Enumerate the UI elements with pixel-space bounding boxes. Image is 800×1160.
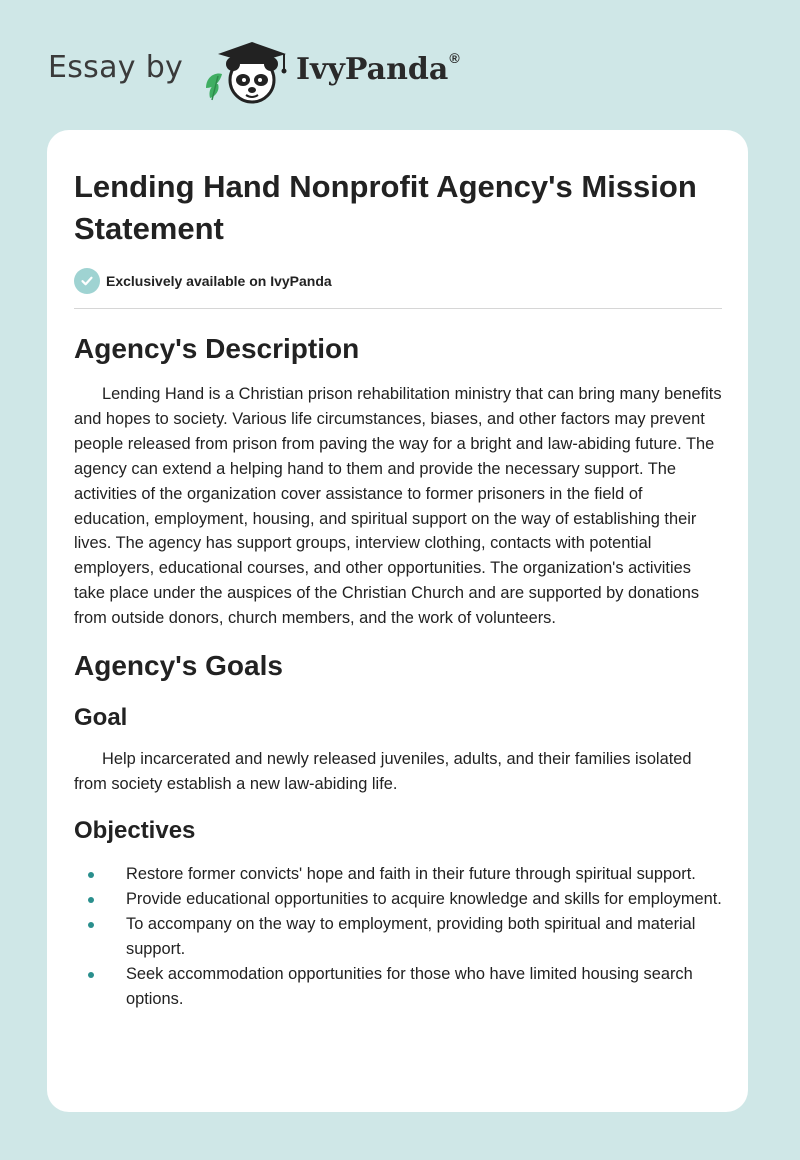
brand-prefix: Essay by — [48, 50, 184, 85]
goal-heading: Goal — [74, 704, 128, 732]
brand-name[interactable]: IvyPanda® — [296, 50, 460, 87]
section-heading-description: Agency's Description — [74, 333, 360, 364]
goal-paragraph: Help incarcerated and newly released juveniles, adults, and their families isolated from society establish a new law-abiding life. — [74, 750, 692, 793]
objectives-list — [74, 862, 722, 1012]
exclusive-label: Exclusively available on IvyPanda — [106, 273, 332, 289]
page-title: Lending Hand Nonprofit Agency's Mission Statement — [74, 169, 697, 246]
list-item: Seek accommodation opportunities for those who have limited housing search options. — [74, 962, 722, 1012]
divider — [74, 308, 722, 309]
description-paragraph: Lending Hand is a Christian prison rehabilitation ministry that can bring many benefits and hopes to society. Various life circumstances, biases, and other factors may prevent people released from prison from paving the way for a bright and law-abiding future. The agency can extend a helping hand to them and provide the necessary support. The activities of the organization cover assistance to former prisoners in the field of education, employment, housing, and spiritual support on the way of establishing their lives. The agency has support groups, interview clothing, contacts with potential employers, educational courses, and other opportunities. The organization's activities take place under the auspices of the Christian Church and are supported by donations from outside donors, church members, and the work of volunteers. — [74, 385, 722, 628]
list-item: Restore former convicts' hope and faith in their future through spiritual support. — [74, 862, 722, 887]
exclusive-badge — [74, 268, 722, 294]
list-item: To accompany on the way to employment, providing both spiritual and material support. — [74, 912, 722, 962]
check-icon — [74, 268, 100, 294]
site-header — [0, 0, 800, 130]
panda-graduate-logo[interactable] — [200, 36, 296, 108]
registered-mark: ® — [449, 50, 460, 66]
article-card — [47, 130, 748, 1112]
objectives-heading: Objectives — [74, 816, 196, 844]
list-item: Provide educational opportunities to acquire knowledge and skills for employment. — [74, 887, 722, 912]
section-heading-goals: Agency's Goals — [74, 650, 283, 682]
